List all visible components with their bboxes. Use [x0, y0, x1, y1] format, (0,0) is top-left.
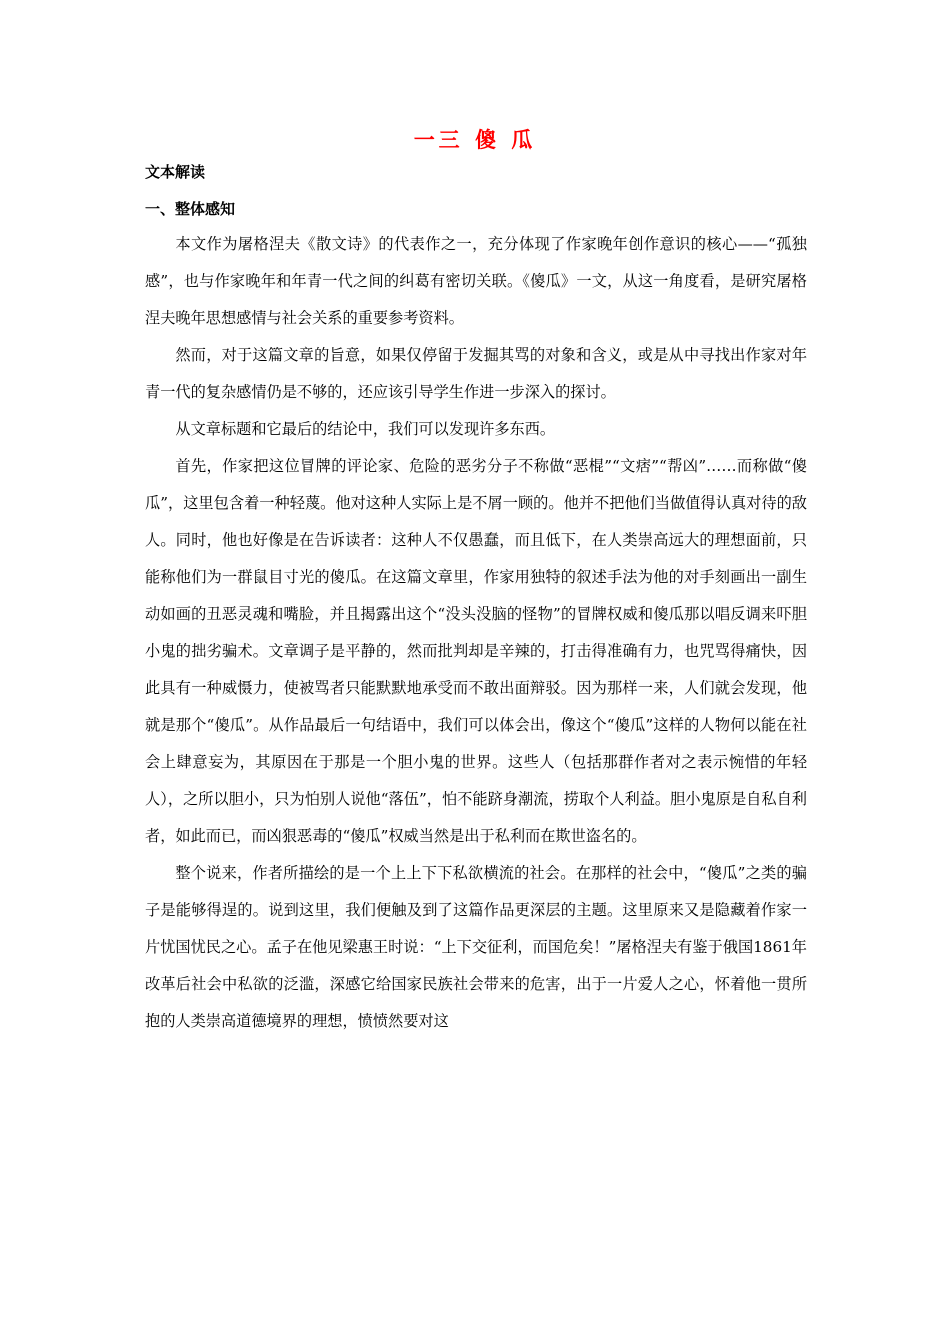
- document-title: 一三 傻 瓜: [413, 128, 537, 152]
- paragraph: 从文章标题和它最后的结论中，我们可以发现许多东西。: [175, 420, 556, 438]
- subsection-heading: 一、整体感知: [145, 200, 236, 218]
- paragraph: 首先，作家把这位冒牌的评论家、危险的恶劣分子不称做“恶棍”“文痞”“帮凶”……而称做“傻瓜”，这里包含着一种轻蔑。他对这种人实际上是不屑一顾的。他并不把他们当做值得认真对待的敌人。同时，他也好像是在告诉读者：这种人不仅愚蠢，而且低下，在人类崇高远大的理想面前，只能称他们为一群鼠目寸光的傻瓜。在这篇文章里，作家用独特的叙述手法为他的对手刻画出一副生动如画的丑恶灵魂和嘴脸，并且揭露出这个“没头没脑的怪物”的冒牌权威和傻瓜那以唱反调来吓胆小鬼的拙劣骗术。文章调子是平静的，然而批判却是辛辣的，打击得准确有力，也咒骂得痛快，因此具有一种威慑力，使被骂者只能默默地承受而不敢出面辩驳。因为那样一来，人们就会发现，他就是那个“傻瓜”。从作品最后一句结语中，我们可以体会出，像这个“傻瓜”这样的人物何以能在社会上肆意妄为，其原因在于那是一个胆小鬼的世界。这些人（包括那群作者对之表示惋惜的年轻人），之所以胆小，只为怕别人说他“落伍”，怕不能跻身潮流，捞取个人利益。胆小鬼原是自私自利者，如此而已，而凶狠恶毒的“傻瓜”权威当然是出于私利而在欺世盗名的。: [145, 457, 807, 845]
- paragraph: 然而，对于这篇文章的旨意，如果仅停留于发掘其骂的对象和含义，或是从中寻找出作家对年青一代的复杂感情仍是不够的，还应该引导学生作进一步深入的探讨。: [145, 346, 807, 401]
- paragraph: 整个说来，作者所描绘的是一个上上下下私欲横流的社会。在那样的社会中，“傻瓜”之类的骗子是能够得逞的。说到这里，我们便触及到了这篇作品更深层的主题。这里原来又是隐藏着作家一片忧国忧民之心。孟子在他见梁惠王时说：“上下交征利，而国危矣！”屠格涅夫有鉴于俄国1861年改革后社会中私欲的泛滥，深感它给国家民族社会带来的危害，出于一片爱人之心，怀着他一贯所抱的人类崇高道德境界的理想，愤愤然要对这: [145, 864, 807, 1030]
- body-text: [145, 226, 807, 1040]
- section-heading: 文本解读: [145, 163, 206, 181]
- paragraph: 本文作为屠格涅夫《散文诗》的代表作之一，充分体现了作家晚年创作意识的核心——“孤独感”，也与作家晚年和年青一代之间的纠葛有密切关联。《傻瓜》一文，从这一角度看，是研究屠格涅夫晚年思想感情与社会关系的重要参考资料。: [145, 235, 807, 327]
